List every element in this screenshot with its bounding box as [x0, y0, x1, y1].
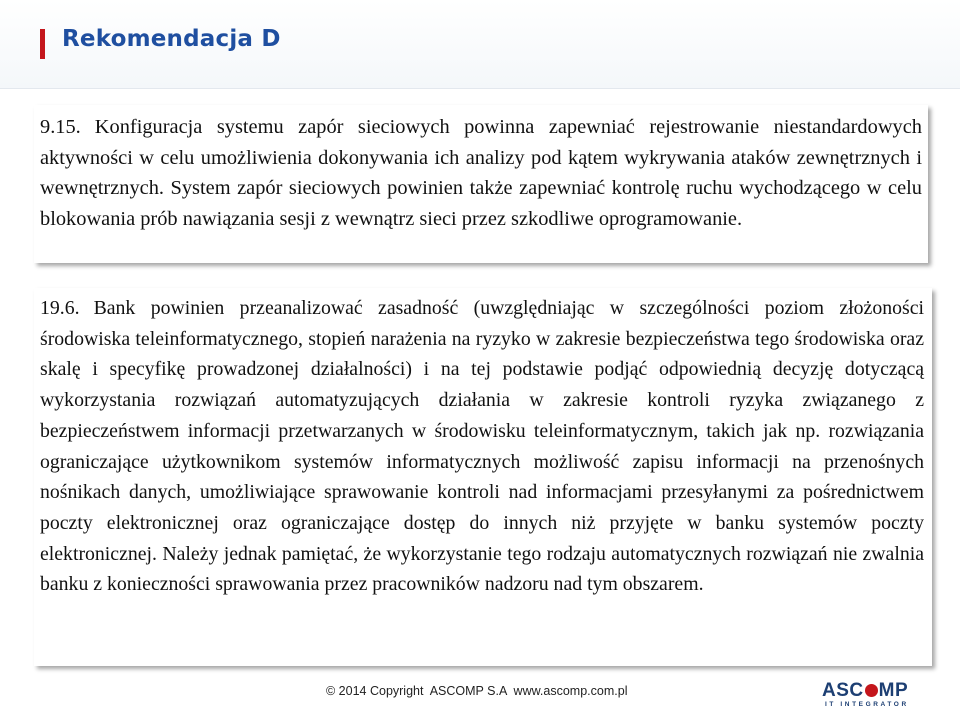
title-accent-bar — [40, 29, 45, 59]
excerpt-9-15 — [34, 105, 928, 263]
clause-number: 9.15. — [40, 116, 81, 138]
footer-copyright: © 2014 Copyright ASCOMP S.A www.ascomp.com.pl — [326, 684, 628, 698]
logo-dot-icon — [865, 684, 878, 697]
ascomp-logo-icon — [822, 681, 916, 709]
clause-text: Bank powinien przeanalizować zasadność (uwzględniając w szczególności poziom złożoności środowiska teleinformatycznego, stopień narażenia na ryzyko w zakresie bezpieczeństwa tego środowiska oraz skalę i specyfikę prowadzonej działalności) i na tej podstawie podjąć odpowiednią decyzję dotyczącą wykorzystania rozwiązań automatyzujących działania w zakresie kontroli ryzyka związanego z bezpieczeństwem informacji przetwarzanych w środowisku teleinformatycznym, takich jak np. rozwiązania ograniczające użytkownikom systemów informatycznych możliwość zapisu informacji na przenośnych nośnikach danych, umożliwiające sprawowanie kontroli nad informacjami przesyłanymi za pośrednictwem poczty elektronicznej oraz ograniczające dostęp do innych niż przyjęte w banku systemów poczty elektronicznej. Należy jednak pamiętać, że wykorzystanie tego rodzaju automatycznych rozwiązań nie zwalnia banku z konieczności sprawowania przez pracowników nadzoru nad tym obszarem. — [40, 297, 924, 596]
slide-header — [0, 0, 960, 89]
clause-number: 19.6. — [40, 297, 80, 319]
clause-text: Konfiguracja systemu zapór sieciowych powinna zapewniać rejestrowanie niestandardowych aktywności w celu umożliwienia dokonywania ich analizy pod kątem wykrywania ataków zewnętrznych i wewnętrznych. System zapór sieciowych powinien także zapewniać kontrolę ruchu wychodzącego w celu blokowania prób nawiązania sesji z wewnątrz sieci przez szkodliwe oprogramowanie. — [40, 116, 922, 230]
logo-subtitle: IT INTEGRATOR — [825, 701, 909, 708]
excerpt-19-6 — [34, 288, 932, 666]
slide-title: Rekomendacja D — [62, 26, 281, 52]
logo-wordmark: ASC MP — [822, 680, 909, 701]
